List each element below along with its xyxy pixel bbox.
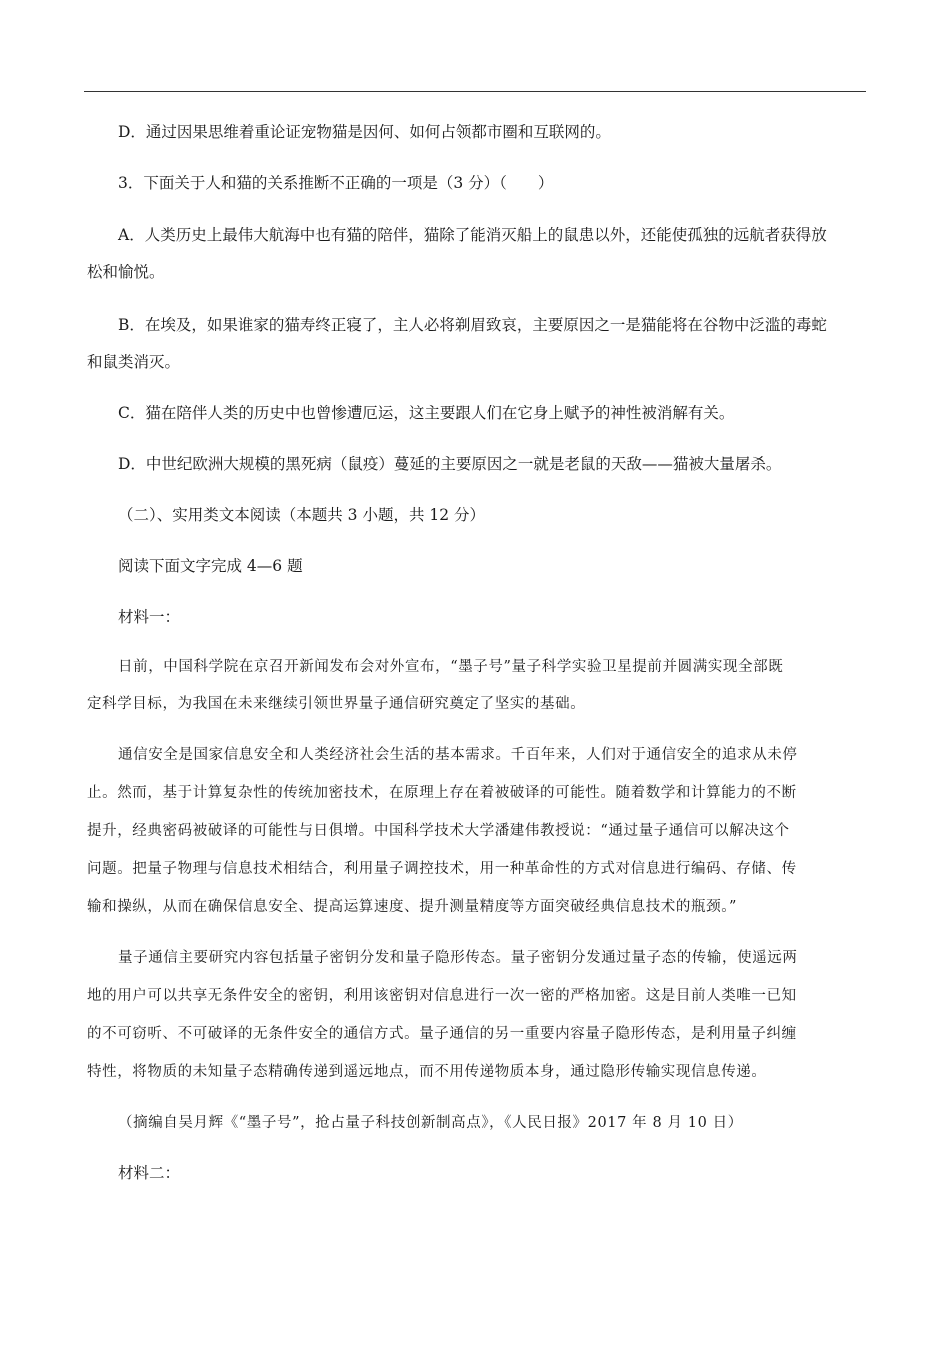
q3-option-b-line2: 和鼠类消灭。 <box>87 353 181 371</box>
q3-option-d: D．中世纪欧洲大规模的黑死病（鼠疫）蔓延的主要原因之一就是老鼠的天敌——猫被大量屠杀。 <box>118 455 782 473</box>
para3-line2: 地的用户可以共享无条件安全的密钥，利用该密钥对信息进行一次一密的严格加密。这是目前人类唯一已知 <box>87 988 797 1004</box>
para3-line4: 特性，将物质的未知量子态精确传递到遥远地点，而不用传递物质本身，通过隐形传输实现信息传递。 <box>87 1064 767 1080</box>
para2-line2: 止。然而，基于计算复杂性的传统加密技术，在原理上存在着被破译的可能性。随着数学和计算能力的不断 <box>87 785 797 801</box>
para3-line3: 的不可窃听、不可破译的无条件安全的通信方式。量子通信的另一重要内容量子隐形传态，是利用量子纠缠 <box>87 1026 797 1042</box>
material1-source: （摘编自吴月辉《“墨子号”，抢占量子科技创新制高点》，《人民日报》2017 年 8 月 10 日） <box>118 1115 743 1131</box>
q3-option-b-line1: B．在埃及，如果谁家的猫寿终正寝了，主人必将剃眉致哀，主要原因之一是猫能将在谷物中泛滥的毒蛇 <box>118 316 827 334</box>
q3-stem: 3．下面关于人和猫的关系推断不正确的一项是（3 分）（ ） <box>118 174 554 192</box>
q2-option-d: D．通过因果思维着重论证宠物猫是因何、如何占领都市圈和互联网的。 <box>118 123 611 141</box>
para2-line1: 通信安全是国家信息安全和人类经济社会生活的基本需求。千百年来，人们对于通信安全的追求从未停 <box>118 747 798 763</box>
q3-option-c: C．猫在陪伴人类的历史中也曾惨遭厄运，这主要跟人们在它身上赋予的神性被消解有关。 <box>118 404 735 422</box>
section2-heading: （二）、实用类文本阅读（本题共 3 小题，共 12 分） <box>118 506 486 524</box>
para3-line1: 量子通信主要研究内容包括量子密钥分发和量子隐形传态。量子密钥分发通过量子态的传输，使遥远两 <box>118 950 798 966</box>
header-rule <box>84 91 866 92</box>
material1-label: 材料一： <box>118 608 181 626</box>
para2-line3: 提升，经典密码被破译的可能性与日俱增。中国科学技术大学潘建伟教授说：“通过量子通信可以解决这个 <box>87 823 790 839</box>
para1-line1: 日前，中国科学院在京召开新闻发布会对外宣布，“墨子号”量子科学实验卫星提前并圆满实现全部既 <box>118 659 784 675</box>
para2-line5: 输和操纵，从而在确保信息安全、提高运算速度、提升测量精度等方面突破经典信息技术的瓶颈。” <box>87 899 738 915</box>
section2-instruction: 阅读下面文字完成 4—6 题 <box>118 557 303 575</box>
q3-option-a-line1: A．人类历史上最伟大航海中也有猫的陪伴，猫除了能消灭船上的鼠患以外，还能使孤独的远航者获得放 <box>118 226 827 244</box>
para1-line2: 定科学目标，为我国在未来继续引领世界量子通信研究奠定了坚实的基础。 <box>87 696 586 712</box>
material2-label: 材料二： <box>118 1164 181 1182</box>
q3-option-a-line2: 松和愉悦。 <box>87 263 165 281</box>
para2-line4: 问题。把量子物理与信息技术相结合，利用量子调控技术，用一种革命性的方式对信息进行编码、存储、传 <box>87 861 797 877</box>
